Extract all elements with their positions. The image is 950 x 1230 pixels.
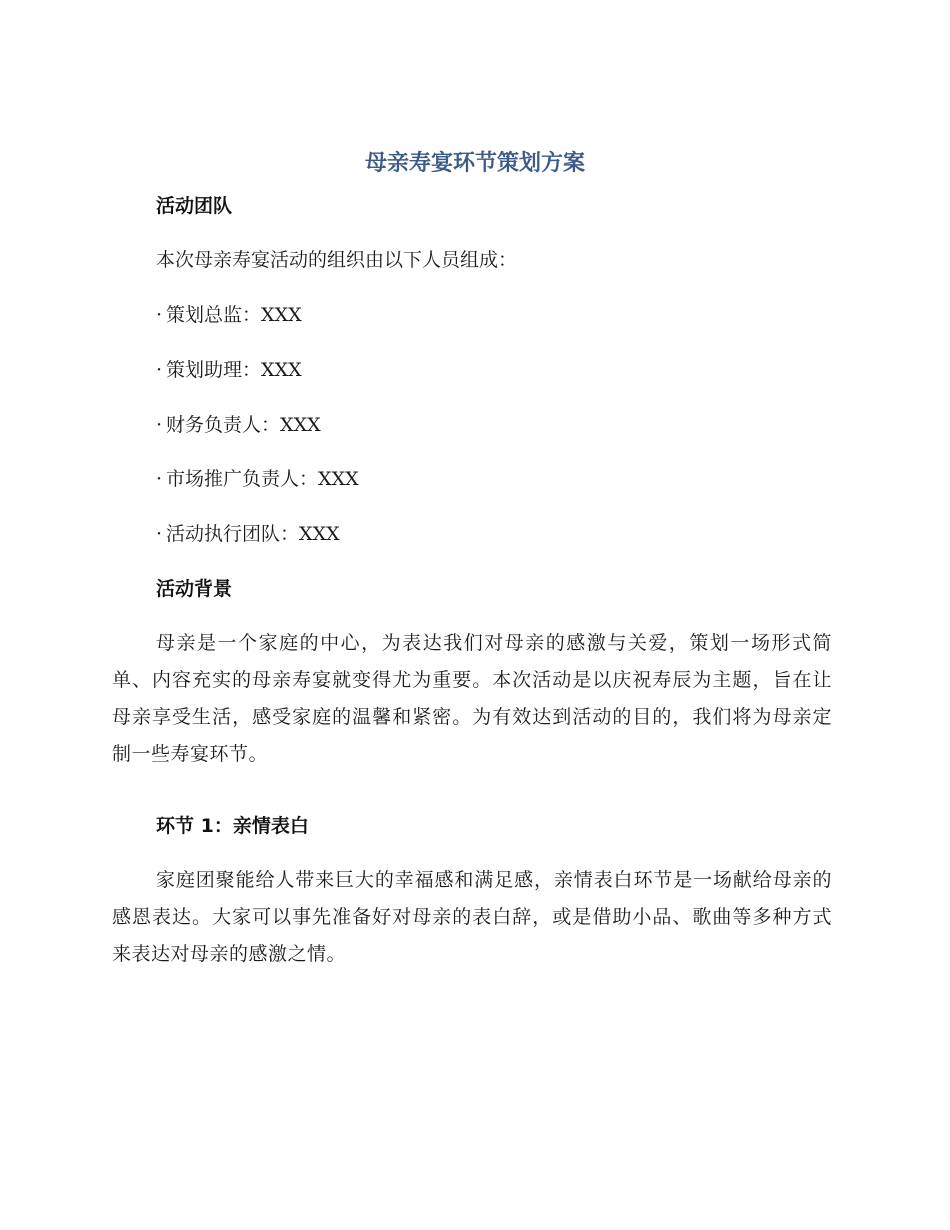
bullet-icon: · (156, 468, 163, 490)
team-member-item (156, 411, 321, 439)
team-member-item (156, 465, 359, 493)
document-title: 母亲寿宴环节策划方案 (364, 151, 585, 176)
section-heading-team: 活动团队 (156, 195, 233, 217)
bullet-icon: · (156, 304, 163, 326)
team-member-text: 财务负责人：XXX (166, 414, 321, 436)
team-member-text: 策划助理：XXX (166, 359, 302, 381)
team-member-text: 市场推广负责人：XXX (166, 468, 359, 490)
bullet-icon: · (156, 359, 163, 381)
team-member-item (156, 356, 302, 384)
team-intro: 本次母亲寿宴活动的组织由以下人员组成： (156, 249, 518, 271)
team-member-text: 策划总监：XXX (166, 304, 302, 326)
bullet-icon: · (156, 523, 163, 545)
team-member-item (156, 301, 302, 329)
background-paragraph: 母亲是一个家庭的中心，为表达我们对母亲的感激与关爱，策划一场形式简单、内容充实的母亲寿宴就变得尤为重要。本次活动是以庆祝寿辰为主题，旨在让母亲享受生活，感受家庭的温馨和紧密。为有效达到活动的目的，我们将为母亲定制一些寿宴环节。 (112, 632, 832, 765)
segment-1-paragraph: 家庭团聚能给人带来巨大的幸福感和满足感，亲情表白环节是一场献给母亲的感恩表达。大家可以事先准备好对母亲的表白辞，或是借助小品、歌曲等多种方式来表达对母亲的感激之情。 (112, 869, 832, 965)
section-heading-segment-1: 环节 1：亲情表白 (156, 815, 309, 837)
team-member-text: 活动执行团队：XXX (166, 523, 340, 545)
team-member-item (156, 520, 340, 548)
bullet-icon: · (156, 414, 163, 436)
section-heading-background: 活动背景 (156, 578, 233, 600)
